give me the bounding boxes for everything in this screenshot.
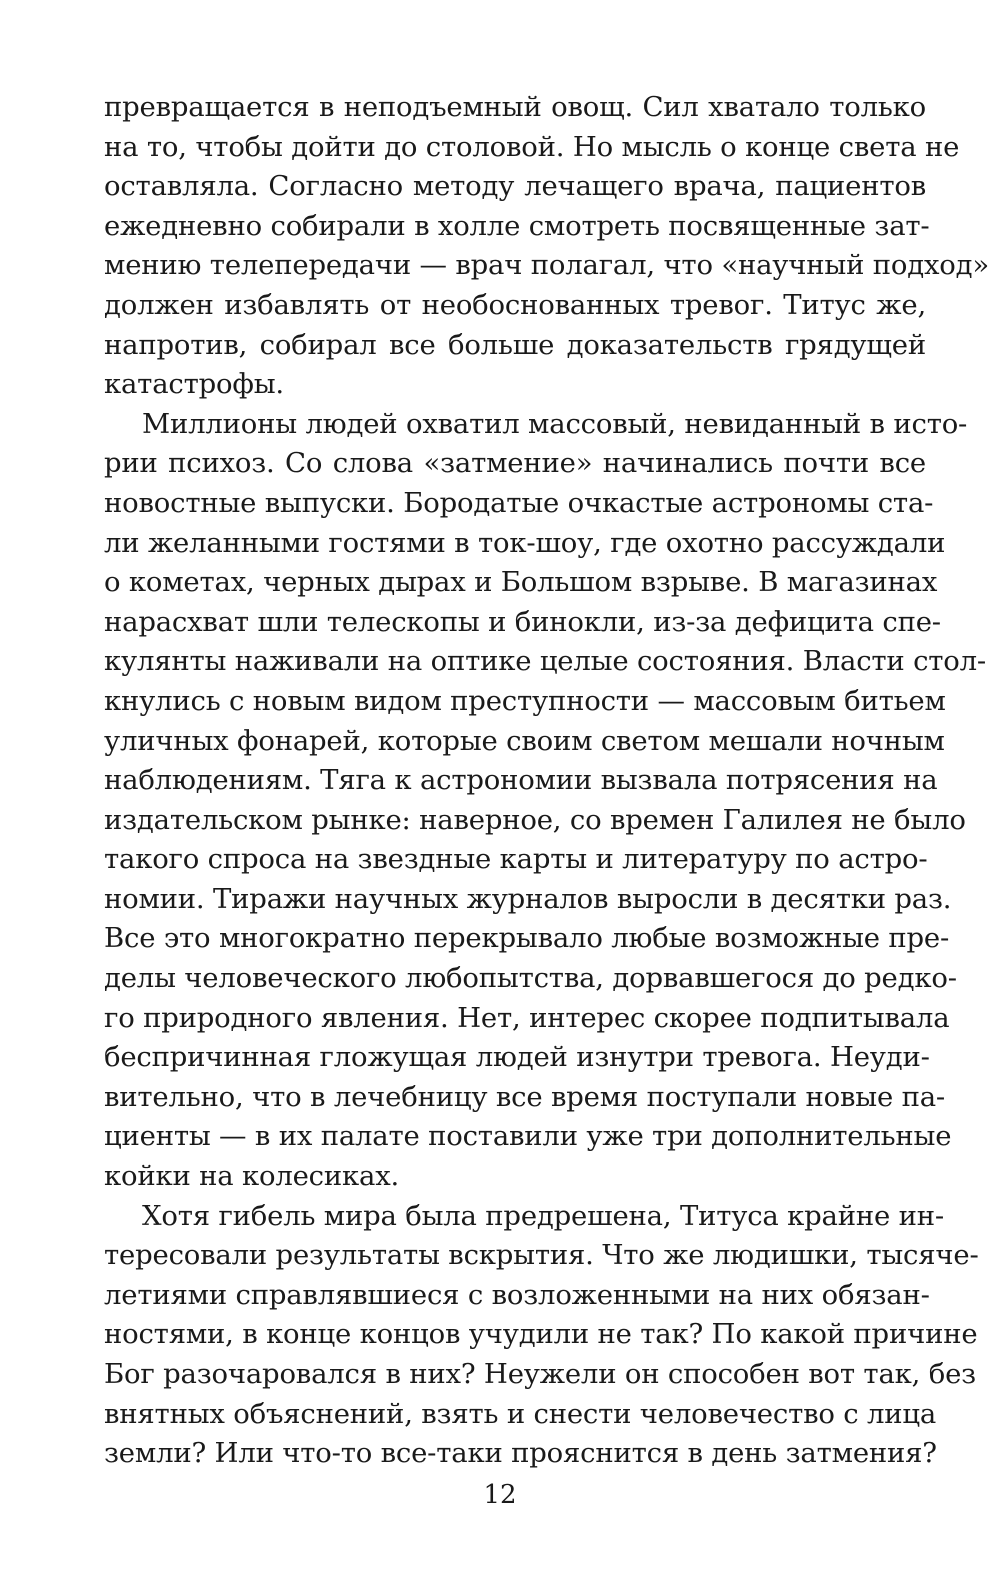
paragraph (104, 88, 989, 405)
text-line: ли желанными гостями в ток-шоу, где охотно рассуждали (104, 526, 946, 559)
text-line: беспричинная гложущая людей изнутри тревога. Неуди- (104, 1041, 930, 1074)
text-line: кнулись с новым видом преступности — массовым битьем (104, 684, 946, 717)
text-line: циенты — в их палате поставили уже три дополнительные (104, 1120, 952, 1153)
text-line: о кометах, черных дырах и Большом взрыве. В магазинах (104, 566, 938, 599)
text-line: катастрофы. (104, 368, 284, 401)
text-line: земли? Или что-то все-таки прояснится в день затмения? (104, 1437, 937, 1470)
text-line: внятных объяснений, взять и снести человечество с лица (104, 1397, 937, 1430)
text-line: должен избавлять от необоснованных тревог. Титус же, (104, 288, 926, 321)
text-line: ежедневно собирали в холле смотреть посвященные зат- (104, 209, 930, 242)
text-line: кулянты наживали на оптике целые состояния. Власти стол- (104, 645, 987, 678)
text-line: нарасхват шли телескопы и бинокли, из-за дефицита спе- (104, 605, 941, 638)
text-line: такого спроса на звездные карты и литературу по астро- (104, 843, 928, 876)
text-line: Миллионы людей охватил массовый, невиданный в исто- (142, 407, 968, 440)
paragraph (104, 1197, 979, 1474)
text-line: оставляла. Согласно методу лечащего врача, пациентов (104, 170, 926, 203)
text-line: Хотя гибель мира была предрешена, Титуса крайне ин- (142, 1199, 944, 1232)
text-line: Все это многократно перекрывало любые возможные пре- (104, 922, 950, 955)
page-body (104, 88, 989, 1474)
text-line: напротив, собирал все больше доказательств грядущей (104, 328, 926, 361)
text-line: мению телепередачи — врач полагал, что «научный подход» (104, 249, 989, 282)
text-line: вительно, что в лечебницу все время поступали новые па- (104, 1080, 946, 1113)
text-line: летиями справлявшиеся с возложенными на них обязан- (104, 1278, 930, 1311)
text-line: новостные выпуски. Бородатые очкастые астрономы ста- (104, 486, 934, 519)
text-line: рии психоз. Со слова «затмение» начинались почти все (104, 447, 926, 480)
text-line: тересовали результаты вскрытия. Что же людишки, тысяче- (104, 1239, 979, 1272)
paragraph (104, 405, 987, 1197)
text-line: номии. Тиражи научных журналов выросли в десятки раз. (104, 882, 952, 915)
text-line: ностями, в конце концов учудили не так? По какой причине (104, 1318, 978, 1351)
text-line: на то, чтобы дойти до столовой. Но мысль о конце света не (104, 130, 960, 163)
text-line: уличных фонарей, которые своим светом мешали ночным (104, 724, 945, 757)
text-line: наблюдениям. Тяга к астрономии вызвала потрясения на (104, 764, 938, 797)
text-line: делы человеческого любопытства, дорвавшегося до редко- (104, 962, 957, 995)
text-line: издательском рынке: наверное, со времен Галилея не было (104, 803, 966, 836)
text-line: превращается в неподъемный овощ. Сил хватало только (104, 91, 926, 123)
text-line: койки на колесиках. (104, 1160, 400, 1193)
page-number: 12 (483, 1480, 517, 1510)
text-line: Бог разочаровался в них? Неужели он способен вот так, без (104, 1358, 976, 1390)
text-line: го природного явления. Нет, интерес скорее подпитывала (104, 1001, 950, 1034)
